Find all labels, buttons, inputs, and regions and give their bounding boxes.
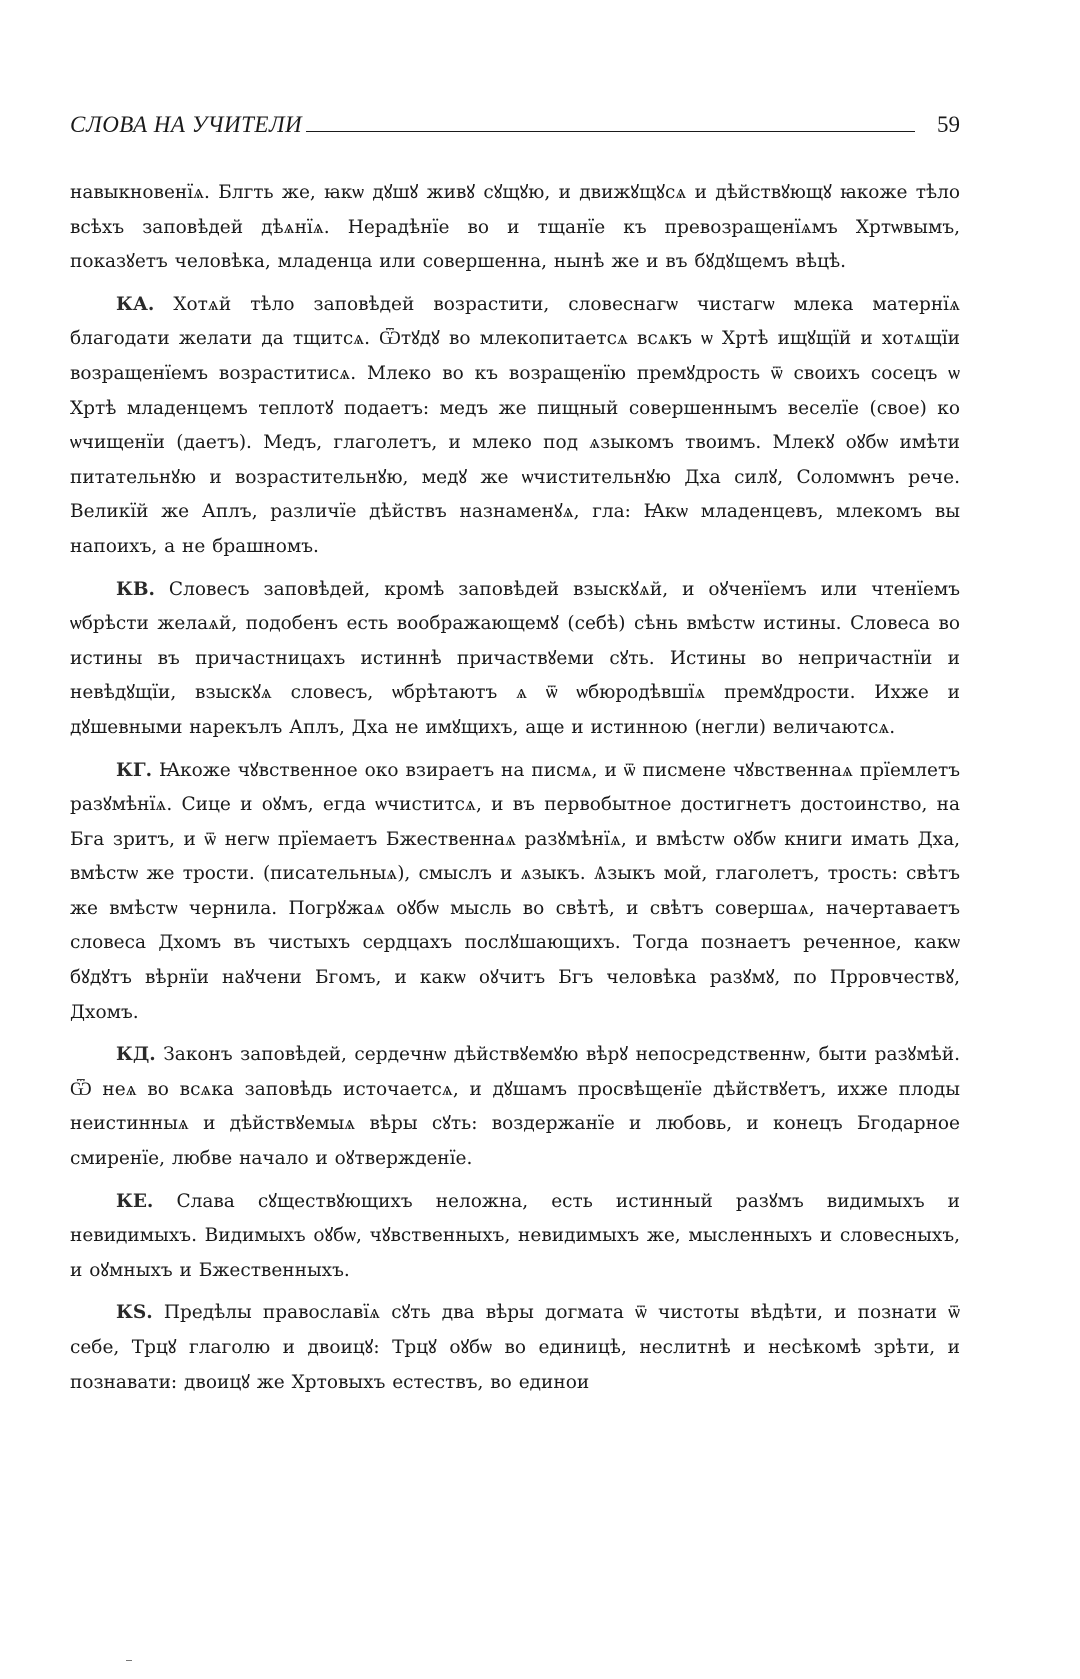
paragraph-text: Ꙗкоже чꙋвственное око взираетъ на писмѧ, и ѿ писмене чꙋвственнаѧ прїемлетъ разꙋмѣнїѧ. Сице и оꙋмъ, егда ѡчиститсѧ, и въ первобытное достигнетъ достоинство, на Бга зритъ, и ѿ негѡ прїемаетъ Бжественнаѧ разꙋмѣнїѧ, и вмѣстѡ оꙋбѡ книги имать Дха, вмѣстѡ же трости. (писательныѧ), смыслъ и ѧзыкъ. Ѧзыкъ мой, глаголетъ, трость: свѣтъ же вмѣстѡ чернила. Погрꙋжаѧ оꙋбѡ мысль во свѣтѣ, и свѣтъ совершаѧ, начертаваетъ словеса Дхомъ въ чистыхъ сердцахъ послꙋшающихъ. Тогда познаетъ реченное, какѡ бꙋдꙋтъ вѣрнїи наꙋчени Бгомъ, и какѡ оꙋчитъ Бгъ человѣка разꙋмꙋ, по Прровчествꙋ, Дхомъ. [70, 759, 960, 1023]
paragraph-text: Словесъ заповѣдей, кромѣ заповѣдей взыскꙋѧй, и оꙋченїемъ или чтенїемъ ѡбрѣсти желаѧй, подобенъ есть воображающемꙋ (себѣ) сѣнь вмѣстѡ истины. Словеса во истины въ причастницахъ истиннѣ причаствꙋеми сꙋть. Истины во непричастнїи и невѣдꙋщїи, взыскꙋѧ словесъ, ѡбрѣтаютъ ѧ ѿ ѡбюродѣвшїѧ премꙋдрости. Ихже и дꙋшевными нарекълъ Аплъ, Дха не имꙋщихъ, аще и истинною (негли) величаютсѧ. [70, 578, 960, 738]
paragraph-24 [70, 1038, 960, 1176]
paragraph-text: навыкновенїѧ. Блгть же, ꙗкѡ дꙋшꙋ живꙋ сꙋщꙋю, и движꙋщꙋсѧ и дѣйствꙋющꙋ ꙗкоже тѣло всѣхъ заповѣдей дѣѧнїѧ. Нерадѣнїе во и тщанїе къ превозращенїѧмъ Хртѡвымъ, показꙋетъ человѣка, младенца или совершенна, нынѣ же и въ бꙋдꙋщемъ вѣцѣ. [70, 182, 960, 273]
paragraph-26 [70, 1296, 960, 1400]
running-head-title: СЛОВА НА УЧИТЕЛИ [70, 112, 303, 137]
paragraph-number: КВ. [116, 578, 155, 600]
body-text [70, 176, 960, 1400]
paragraph-number: КГ. [116, 759, 153, 781]
paragraph-25 [70, 1185, 960, 1289]
paragraph-text: Предѣлы православїѧ сꙋть два вѣры догмата ѿ чистоты вѣдѣти, и познати ѿ себе, Трцꙋ глаголю и двоицꙋ: Трцꙋ оꙋбѡ во единицѣ, неслитнѣ и несѣкомѣ зрѣти, и познавати: двоицꙋ же Хртовыхъ естествъ, во единои [70, 1302, 960, 1393]
running-head-rule [306, 131, 915, 132]
paragraph-21 [70, 288, 960, 565]
paragraph-continuation [70, 176, 960, 280]
running-head [70, 108, 960, 138]
paragraph-number: КД. [116, 1044, 156, 1066]
footer-mark [126, 1660, 132, 1661]
paragraph-text: Законъ заповѣдей, сердечнѡ дѣйствꙋемꙋю вѣрꙋ непосредственнѡ, быти разꙋмѣй. Ѿ неѧ во всѧка заповѣдь источаетсѧ, и дꙋшамъ просвѣщенїе дѣйствꙋетъ, ихже плоды неистинныѧ и дѣйствꙋемыѧ вѣры сꙋть: воздержанїе и любовь, и конецъ Бгодарное смиренїе, любве начало и оꙋтвержденїе. [70, 1044, 960, 1170]
paragraph-number: КЕ. [116, 1190, 154, 1212]
paragraph-text: Хотѧй тѣло заповѣдей возрастити, словеснагѡ чистагѡ млека матернїѧ благодати желати да тщитсѧ. Ѿтꙋдꙋ во млекопитаетсѧ всѧкъ ѡ Хртѣ ищꙋщїй и хотѧщїи возращенїемъ возраститисѧ. Млеко во къ возращенїю премꙋдрость ѿ своихъ сосецъ ѡ Хртѣ младенцемъ теплотꙋ подаетъ: медъ же пищный совершеннымъ веселїе (свое) ко ѡчищенїи (даетъ). Медъ, глаголетъ, и млеко под ѧзыкомъ твоимъ. Млекꙋ оꙋбѡ имѣти питательнꙋю и возрастительнꙋю, медꙋ же ѡчистительнꙋю Дха силꙋ, Соломѡнъ рече. Великїй же Аплъ, различїе дѣйствъ назнаменꙋѧ, гла: Ꙗкѡ младенцевъ, млекомъ вы напоихъ, а не брашномъ. [70, 293, 960, 557]
paragraph-number: КА. [116, 293, 155, 315]
page-number: 59 [937, 112, 960, 137]
paragraph-23 [70, 754, 960, 1031]
paragraph-text: Слава сꙋществꙋющихъ неложна, есть истинный разꙋмъ видимыхъ и невидимыхъ. Видимыхъ оꙋбѡ, чꙋвственныхъ, невидимыхъ же, мысленныхъ и словесныхъ, и оꙋмныхъ и Бжественныхъ. [70, 1190, 960, 1281]
paragraph-number: КЅ. [116, 1302, 153, 1324]
paragraph-22 [70, 573, 960, 746]
